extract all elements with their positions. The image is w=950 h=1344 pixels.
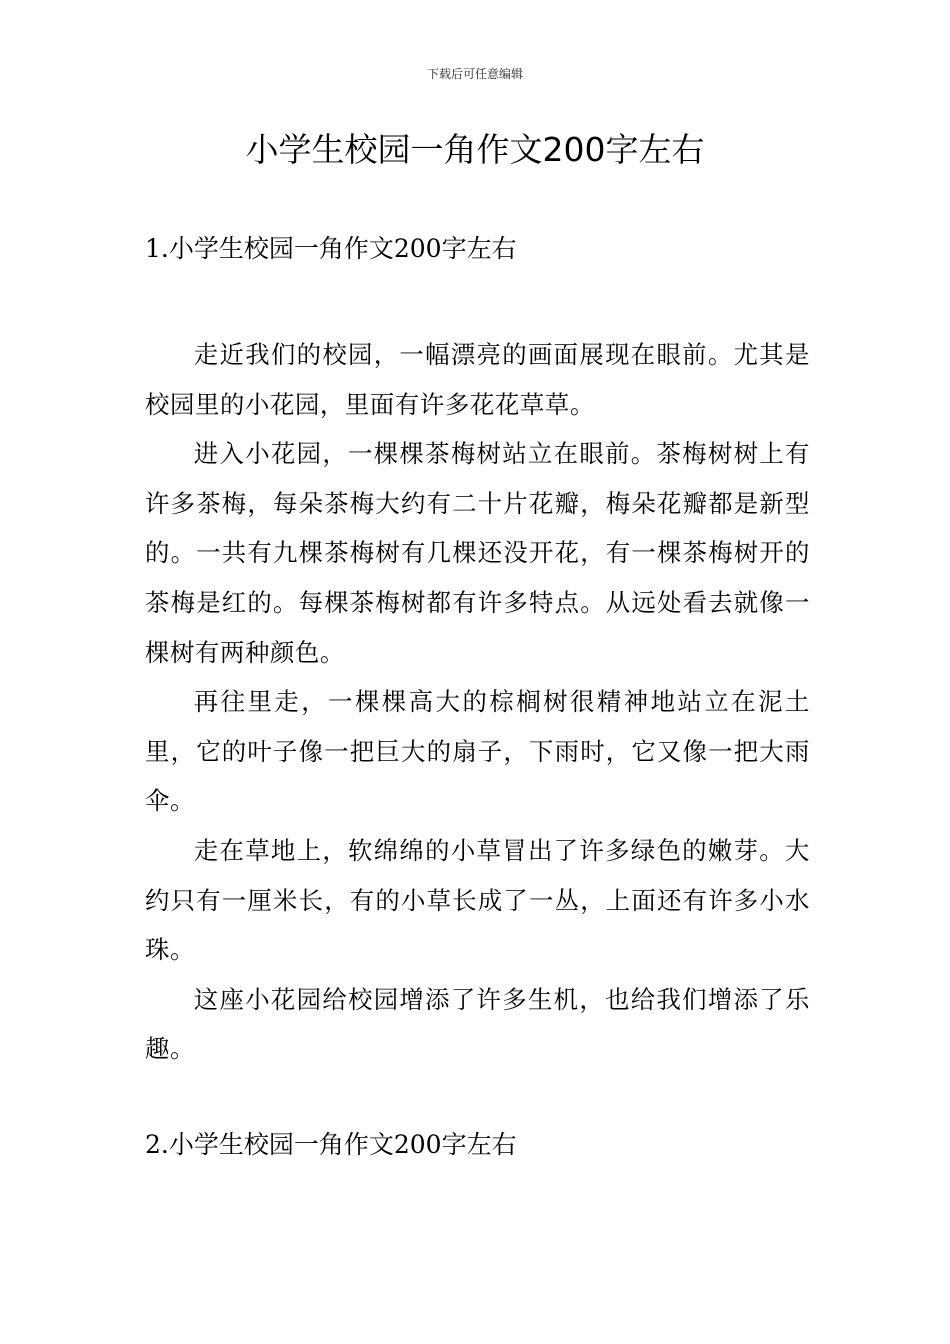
essay-paragraph: 这座小花园给校园增添了许多生机，也给我们增添了乐趣。 (145, 984, 810, 1064)
header-note: 下载后可任意编辑 (426, 67, 523, 81)
section-heading-1: 1.小学生校园一角作文200字左右 (145, 234, 517, 263)
essay-paragraph: 走近我们的校园，一幅漂亮的画面展现在眼前。尤其是校园里的小花园，里面有许多花花草草。 (145, 340, 810, 419)
essay-paragraph: 走在草地上，软绵绵的小草冒出了许多绿色的嫩芽。大约只有一厘米长，有的小草长成了一丛，上面还有许多小水珠。 (145, 835, 810, 965)
essay-paragraph: 进入小花园，一棵棵茶梅树站立在眼前。茶梅树树上有许多茶梅，每朵茶梅大约有二十片花瓣，梅朵花瓣都是新型的。一共有九棵茶梅树有几棵还没开花，有一棵茶梅树开的茶梅是红的。每棵茶梅树都有许多特点。从远处看去就像一棵树有两种颜色。 (145, 439, 810, 667)
essay-body-1 (145, 330, 810, 1074)
essay-paragraph: 再往里走，一棵棵高大的棕榈树很精神地站立在泥土里，它的叶子像一把巨大的扇子，下雨时，它又像一把大雨伞。 (145, 687, 810, 816)
section-heading-2: 2.小学生校园一角作文200字左右 (145, 1130, 517, 1159)
document-title: 小学生校园一角作文200字左右 (245, 130, 705, 169)
